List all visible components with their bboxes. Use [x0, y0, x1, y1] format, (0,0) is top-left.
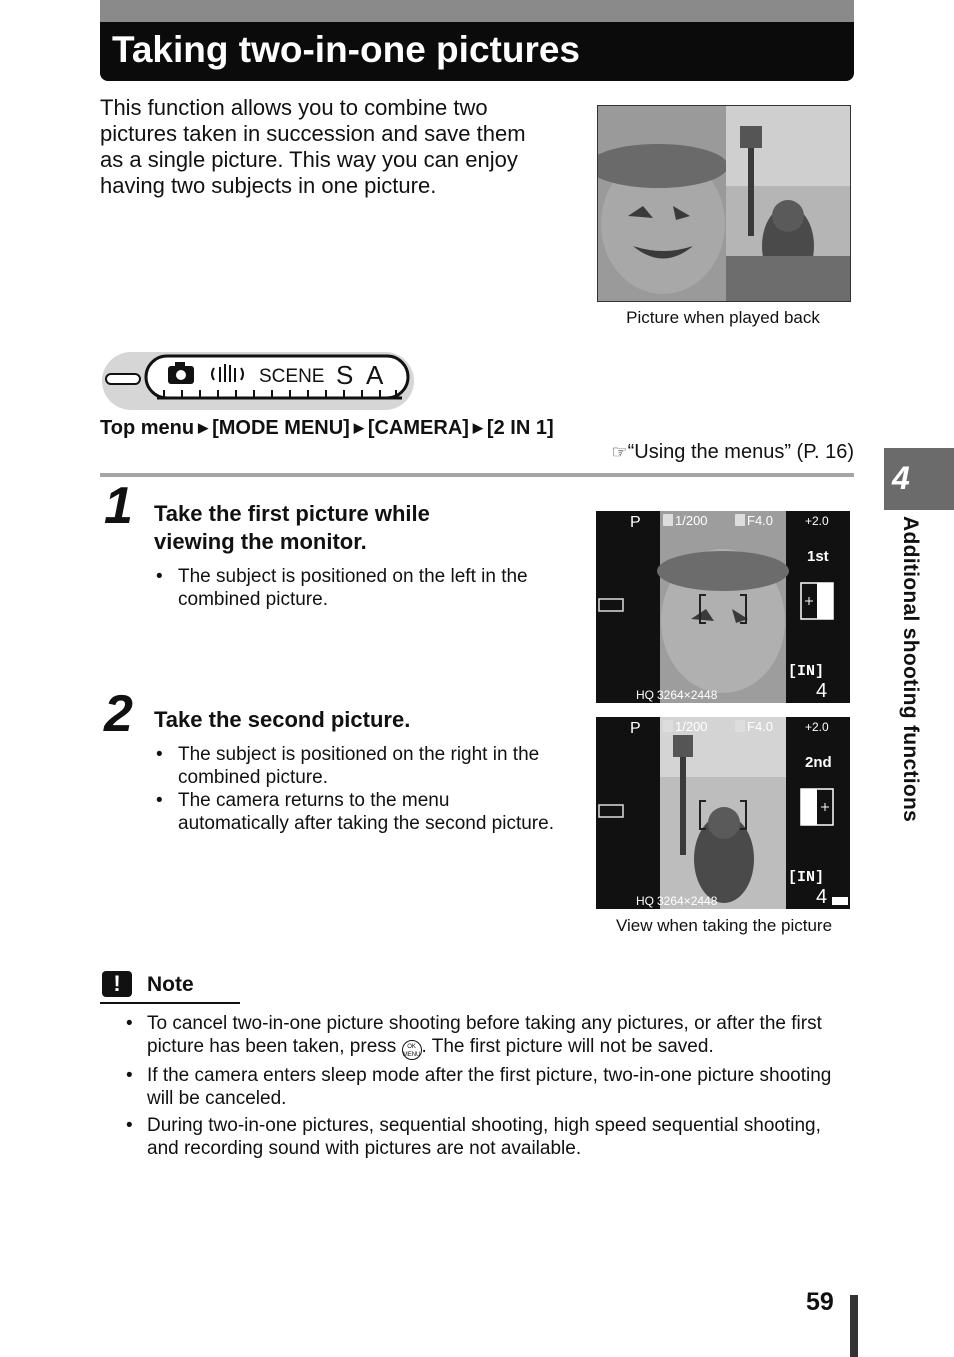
note-list [124, 1012, 854, 1164]
chapter-number: 4 [892, 460, 910, 496]
list-item: • During two-in-one pictures, sequential shooting, high speed sequential shooting, and recording sound with pictures are not available. [124, 1114, 854, 1160]
s-label: S [336, 360, 354, 390]
two-in-one-icon: [IN] [788, 869, 825, 886]
mode-dial [102, 352, 414, 410]
menu-path-item: [2 IN 1] [486, 417, 554, 439]
chapter-tab [884, 448, 954, 510]
exposure-comp: +2.0 [805, 514, 829, 528]
chapter-label: Additional shooting functions [899, 516, 922, 823]
note-text: To cancel two-in-one picture shooting before taking any pictures, or after the first picture has been taken, press [147, 1013, 822, 1057]
image-quality: HQ [636, 894, 654, 908]
intro-paragraph: This function allows you to combine two pictures taken in succession and save them as a single picture. This way you can enjoy having two subjects in one picture. [100, 95, 526, 198]
list-item: • The subject is positioned on the left in the combined picture. [154, 565, 554, 611]
page-title: Taking two-in-one pictures [112, 29, 580, 70]
remaining-count: 4 [816, 680, 828, 702]
list-item: • The camera returns to the menu automatically after taking the second picture. [154, 789, 554, 835]
two-in-one-icon: [IN] [788, 663, 825, 680]
triangle-right-icon: ▶ [198, 420, 209, 435]
page-number: 59 [806, 1288, 834, 1316]
a-label: A [366, 360, 384, 390]
camera-monitor-first [596, 511, 850, 703]
mode-indicator: P [630, 514, 641, 531]
step-bullets [154, 743, 554, 835]
playback-caption: Picture when played back [626, 308, 820, 327]
remaining-count: 4 [816, 886, 828, 908]
list-item: • The subject is positioned on the right in the combined picture. [154, 743, 554, 789]
page-edge-bar [850, 1295, 858, 1357]
exposure-comp: +2.0 [805, 720, 829, 734]
menu-path-item: [CAMERA] [367, 417, 469, 439]
title-top-strip [100, 0, 854, 22]
shutter-speed: 1/200 [675, 513, 708, 528]
shot-label: 2nd [805, 754, 832, 771]
step-title: Take the first picture while viewing the monitor. [154, 501, 430, 554]
reference-text: “Using the menus” (P. 16) [627, 441, 854, 463]
resolution: 3264×2448 [657, 894, 718, 908]
note-heading [100, 968, 240, 1004]
mode-indicator: P [630, 720, 641, 737]
divider [100, 473, 854, 477]
reference-line [611, 441, 854, 464]
pointing-hand-icon: ☞ [611, 442, 628, 462]
step-title: Take the second picture. [154, 707, 411, 732]
note-title: Note [147, 973, 194, 996]
scene-label: SCENE [259, 366, 325, 387]
shutter-speed: 1/200 [675, 719, 708, 734]
list-item [124, 1012, 854, 1060]
title-bar [100, 0, 854, 81]
image-quality: HQ [636, 688, 654, 702]
camera-monitor-second [596, 717, 850, 909]
aperture: F4.0 [747, 513, 774, 528]
step-bullets [154, 565, 554, 611]
triangle-right-icon: ▶ [353, 420, 364, 435]
triangle-right-icon: ▶ [472, 420, 483, 435]
menu-path-item: [MODE MENU] [212, 417, 350, 439]
playback-photo [597, 105, 851, 302]
menu-path-item: Top menu [100, 417, 195, 439]
step-number: 1 [104, 477, 133, 535]
view-caption: View when taking the picture [615, 916, 833, 935]
exclamation-icon: ! [102, 971, 132, 997]
aperture: F4.0 [747, 719, 774, 734]
note-text: . The first picture will not be saved. [421, 1036, 714, 1057]
ok-menu-button-icon: OK MENU [402, 1040, 422, 1060]
resolution: 3264×2448 [657, 688, 718, 702]
shot-label: 1st [807, 548, 829, 565]
menu-path [100, 417, 554, 440]
list-item: • If the camera enters sleep mode after the first picture, two-in-one picture shooting will be canceled. [124, 1064, 854, 1110]
step-number: 2 [104, 685, 133, 743]
